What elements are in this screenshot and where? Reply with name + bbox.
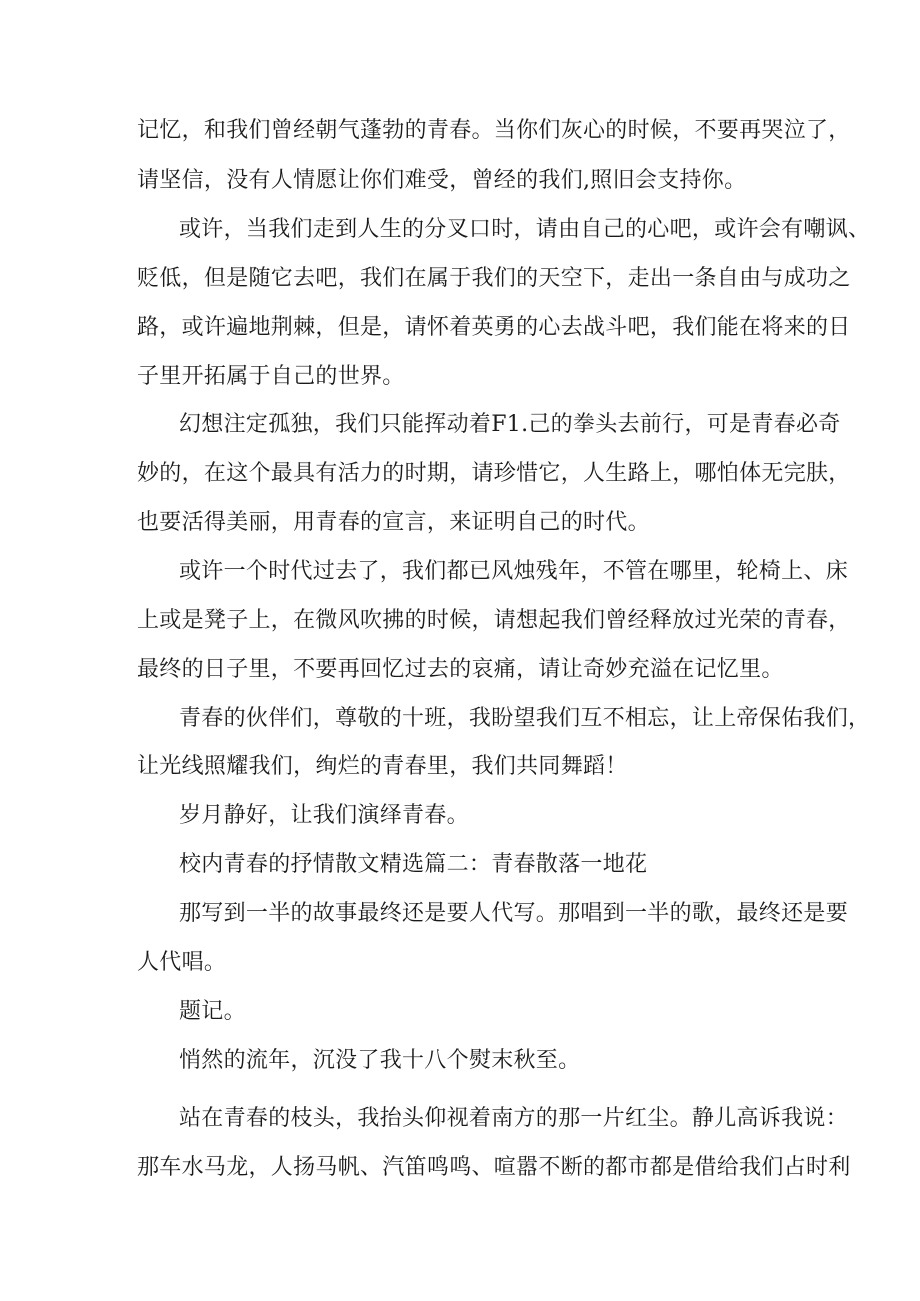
- text-line: 岁月静好，让我们演绎青春。: [179, 803, 469, 828]
- text-line: 青春的伙伴们，尊敬的十班，我盼望我们互不相忘，让上帝保佑我们，: [179, 706, 871, 731]
- text-line: 最终的日子里，不要再回忆过去的哀痛，请让奇妙充溢在记忆里。: [137, 657, 784, 682]
- text-line: 或许一个时代过去了，我们都已风烛残年，不管在哪里，轮椅上、床: [179, 559, 849, 584]
- text-line: 那车水马龙，人扬马帆、汽笛鸣鸣、喧嚣不断的都市都是借给我们占时利: [137, 1155, 851, 1180]
- section-title: 校内青春的抒情散文精选篇二：青春散落一地花: [179, 852, 648, 877]
- text-line: 站在青春的枝头，我抬头仰视着南方的那一片红尘。静儿高诉我说：: [179, 1106, 849, 1131]
- text-line: 幻想注定孤独，我们只能挥动着F1.己的拳头去前行，可是青春必奇: [179, 412, 841, 437]
- text-line: 上或是凳子上，在微风吹拂的时候，请想起我们曾经释放过光荣的青春，: [137, 608, 851, 633]
- text-line: 子里开拓属于自己的世界。: [137, 364, 405, 389]
- text-line: 记忆，和我们曾经朝气蓬勃的青春。当你们灰心的时候，不要再哭泣了，: [137, 118, 851, 143]
- text-line: 那写到一半的故事最终还是要人代写。那唱到一半的歌，最终还是要: [179, 901, 849, 926]
- text-line: 路，或许遍地荆棘，但是，请怀着英勇的心去战斗吧，我们能在将来的日: [137, 315, 851, 340]
- text-line: 也要活得美丽，用青春的宣言，来证明自己的时代。: [137, 510, 650, 535]
- text-line: 妙的，在这个最具有活力的时期，请珍惜它，人生路上，哪怕体无完肤，: [137, 461, 851, 486]
- text-line: 悄然的流年，沉没了我十八个熨末秋至。: [179, 1048, 581, 1073]
- text-line: 人代唱。: [137, 950, 227, 975]
- text-line: 题记。: [179, 999, 246, 1024]
- text-line: 请坚信，没有人情愿让你们难受，曾经的我们,照旧会支持你。: [137, 168, 747, 193]
- text-line: 贬低，但是随它去吧，我们在属于我们的天空下，走出一条自由与成功之: [137, 266, 851, 291]
- text-line: 或许，当我们走到人生的分叉口时，请由自己的心吧，或许会有嘲讽、: [179, 217, 871, 242]
- text-line: 让光线照耀我们，绚烂的青春里，我们共同舞蹈！: [137, 754, 628, 779]
